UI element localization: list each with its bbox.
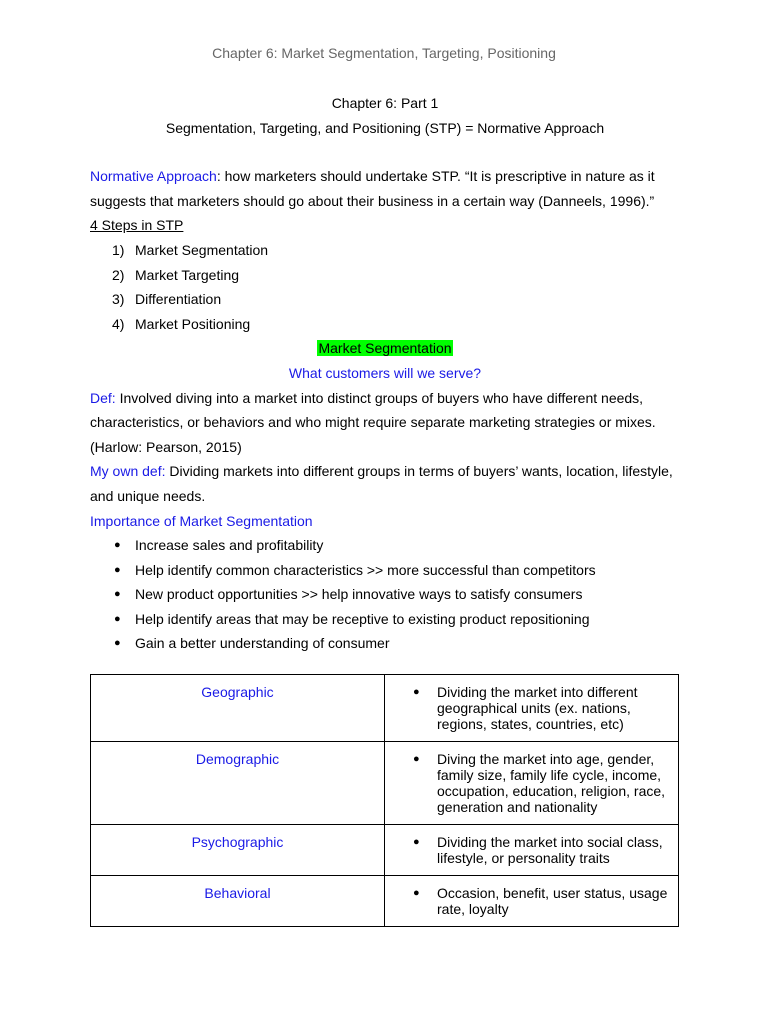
definition-text: Involved diving into a market into distinct groups of buyers who have different needs, characteristics, or behaviors and who might require separate marketing strategies or mixes. (Harlow: Pearson, 2015): [90, 389, 656, 455]
table-cell-category: Behavioral: [91, 876, 385, 927]
table-cell-category: Demographic: [91, 742, 385, 825]
list-item: ● New product opportunities >> help innovative ways to satisfy consumers: [90, 582, 680, 607]
importance-heading: Importance of Market Segmentation: [90, 512, 313, 529]
normative-term: Normative Approach: [90, 168, 217, 185]
table-row: [91, 825, 679, 876]
normative-text: : how marketers should undertake STP. “It is prescriptive in nature as it suggests that marketers should go about their business in a certain way (Danneels, 1996).”: [90, 168, 655, 209]
segmentation-heading: [90, 336, 680, 361]
own-definition-term: My own def:: [90, 463, 166, 480]
segmentation-question: What customers will we serve?: [288, 364, 482, 381]
page-header: Chapter 6: Market Segmentation, Targeting, Positioning: [212, 45, 556, 61]
spacer: [90, 140, 680, 164]
definition-paragraph: [90, 386, 680, 460]
steps-list: [90, 238, 680, 336]
table-cell-description: ● Dividing the market into different geographical units (ex. nations, regions, states, countries, etc): [385, 675, 679, 742]
table-cell-description: ● Occasion, benefit, user status, usage rate, loyalty: [385, 876, 679, 927]
table-cell-description: ● Dividing the market into social class, lifestyle, or personality traits: [385, 825, 679, 876]
own-definition-paragraph: [90, 459, 680, 508]
table-row: [91, 742, 679, 825]
subtitle: Segmentation, Targeting, and Positioning (STP) = Normative Approach: [165, 119, 605, 136]
list-item: ● Help identify areas that may be receptive to existing product repositioning: [90, 607, 680, 632]
list-item: ● Increase sales and profitability: [90, 533, 680, 558]
list-item: 2) Market Targeting: [112, 266, 240, 283]
segmentation-table: [90, 674, 679, 927]
normative-paragraph: [90, 164, 680, 213]
list-item: ● Gain a better understanding of consumer: [90, 631, 680, 656]
importance-list: [90, 533, 680, 656]
steps-heading: 4 Steps in STP: [90, 217, 184, 234]
document-body: [90, 91, 680, 656]
definition-term: Def:: [90, 389, 116, 406]
table-cell-category: Geographic: [91, 675, 385, 742]
list-item: ● Help identify common characteristics >> more successful than competitors: [90, 558, 680, 583]
part-title: Chapter 6: Part 1: [331, 95, 439, 111]
list-item: 3) Differentiation: [112, 291, 222, 308]
table-row: [91, 675, 679, 742]
table-row: [91, 876, 679, 927]
list-item: 1) Market Segmentation: [112, 241, 269, 258]
own-definition-text: Dividing markets into different groups in terms of buyers’ wants, location, lifestyle, and unique needs.: [90, 463, 673, 504]
list-item: 4) Market Positioning: [112, 315, 251, 332]
highlighted-heading: Market Segmentation: [318, 340, 452, 357]
table-cell-description: ● Diving the market into age, gender, family size, family life cycle, income, occupation, education, religion, race, generation and nationality: [385, 742, 679, 825]
table-cell-category: Psychographic: [91, 825, 385, 876]
